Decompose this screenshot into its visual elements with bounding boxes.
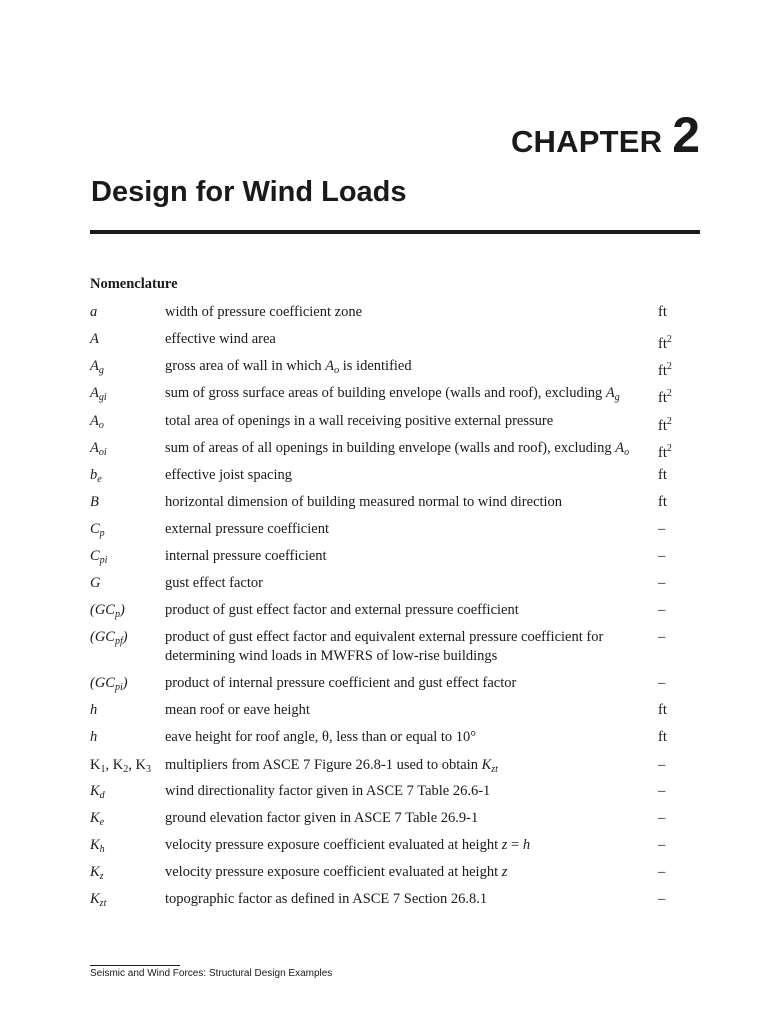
unit: – — [658, 810, 666, 826]
chapter-label: CHAPTER — [510, 124, 663, 159]
symbol: h — [90, 702, 98, 718]
symbol: $K_e$ — [90, 810, 105, 828]
description: topographic factor as defined in ASCE 7 Section 26.8.1 — [165, 891, 488, 907]
symbol: h — [90, 729, 98, 745]
description: sum of areas of all openings in building envelope (walls and roof), excluding $A_o$ — [165, 440, 630, 458]
symbol: B — [90, 494, 99, 510]
nomenclature-row — [90, 466, 700, 493]
unit: – — [658, 521, 666, 537]
nomenclature-row — [90, 384, 700, 412]
description: gross area of wall in which $A_o$ is identified — [165, 358, 412, 376]
description: gust effect factor — [165, 575, 263, 591]
description: product of internal pressure coefficient and gust effect factor — [165, 675, 517, 691]
section-heading: Nomenclature — [90, 276, 178, 292]
unit: $ft^2$ — [658, 443, 672, 461]
nomenclature-row — [90, 674, 700, 701]
unit: $ft^2$ — [658, 361, 672, 379]
nomenclature-row — [90, 836, 700, 863]
title-rule — [90, 230, 700, 234]
symbol: $K_d$ — [90, 783, 105, 801]
symbol: $K_1$, $K_2$, $K_3$ — [90, 757, 151, 775]
unit: $ft^2$ — [658, 334, 672, 352]
symbol: $A_o$ — [90, 413, 104, 431]
unit: – — [658, 548, 666, 564]
nomenclature-row — [90, 782, 700, 809]
nomenclature-row — [90, 701, 700, 728]
symbol — [90, 330, 165, 349]
unit: ft — [658, 494, 667, 510]
nomenclature-row — [90, 439, 700, 466]
symbol: $b_e$ — [90, 467, 102, 485]
nomenclature-row — [90, 357, 700, 384]
description: product of gust effect factor and equivalent external pressure coefficient for determining wind loads in MWFRS of low-rise buildings — [165, 629, 604, 664]
description: effective joist spacing — [165, 467, 292, 483]
chapter-heading — [511, 106, 700, 164]
unit: ft — [658, 729, 667, 745]
symbol: $A_{oi}$ — [90, 440, 107, 458]
symbol: $K_h$ — [90, 837, 105, 855]
description: mean roof or eave height — [165, 702, 310, 718]
symbol: $(GC_{pf})$ — [90, 629, 128, 647]
symbol: $K_z$ — [90, 864, 104, 882]
unit-superscript: 2 — [666, 334, 672, 345]
nomenclature-list — [90, 303, 700, 917]
footer-rule — [90, 965, 180, 966]
description: external pressure coefficient — [165, 521, 329, 537]
symbol — [90, 303, 165, 322]
symbol: $C_{pi}$ — [90, 548, 108, 566]
unit: – — [658, 602, 666, 618]
description: wind directionality factor given in ASCE 7 Table 26.6-1 — [165, 783, 491, 799]
nomenclature-row — [90, 756, 700, 782]
description: sum of gross surface areas of building envelope (walls and roof), excluding $A_g$ — [165, 385, 620, 403]
symbol: $A_g$ — [90, 358, 104, 376]
nomenclature-row — [90, 863, 700, 890]
symbol: $(GC_p)$ — [90, 602, 125, 620]
unit: – — [658, 864, 666, 880]
description: ground elevation factor given in ASCE 7 Table 26.9-1 — [165, 810, 479, 826]
unit: – — [658, 629, 666, 645]
description: total area of openings in a wall receiving positive external pressure — [165, 413, 554, 429]
unit: $ft^2$ — [658, 416, 672, 434]
symbol: $C_p$ — [90, 521, 105, 539]
description: eave height for roof angle, θ, less than or equal to 10° — [165, 729, 477, 745]
symbol-text: A — [90, 331, 99, 347]
nomenclature-row — [90, 547, 700, 574]
description: width of pressure coefficient zone — [165, 304, 363, 320]
nomenclature-row — [90, 809, 700, 836]
nomenclature-row — [90, 890, 700, 917]
description: velocity pressure exposure coefficient evaluated at height z — [165, 864, 508, 880]
symbol-subscript: g — [98, 365, 104, 376]
unit: – — [658, 783, 666, 799]
footer-text: Seismic and Wind Forces: Structural Design Examples — [90, 968, 333, 979]
symbol: G — [90, 575, 101, 591]
unit: – — [658, 837, 666, 853]
symbol: $K_{zt}$ — [90, 891, 107, 909]
description: velocity pressure exposure coefficient evaluated at height z = h — [165, 837, 531, 853]
symbol-text: a — [90, 304, 98, 320]
nomenclature-row — [90, 574, 700, 601]
unit: $ft^2$ — [658, 388, 672, 406]
unit: ft — [658, 702, 667, 718]
nomenclature-row — [90, 628, 700, 674]
symbol: $(GC_{pi})$ — [90, 675, 128, 693]
description: effective wind area — [165, 331, 276, 347]
chapter-number: 2 — [672, 107, 700, 163]
nomenclature-row — [90, 303, 700, 330]
symbol: $A_{gi}$ — [90, 385, 107, 403]
unit: – — [658, 757, 666, 773]
nomenclature-row — [90, 601, 700, 628]
nomenclature-row — [90, 412, 700, 439]
nomenclature-row — [90, 728, 700, 756]
unit: ft — [658, 304, 667, 320]
unit: – — [658, 675, 666, 691]
description: multipliers from ASCE 7 Figure 26.8-1 used to obtain $K_{zt}$ — [165, 757, 498, 775]
description: product of gust effect factor and external pressure coefficient — [165, 602, 519, 618]
unit: – — [658, 891, 666, 907]
unit: – — [658, 575, 666, 591]
nomenclature-row — [90, 520, 700, 547]
description: internal pressure coefficient — [165, 548, 327, 564]
nomenclature-row — [90, 493, 700, 520]
description: horizontal dimension of building measured normal to wind direction — [165, 494, 563, 510]
nomenclature-row — [90, 330, 700, 357]
chapter-title: Design for Wind Loads — [91, 176, 407, 208]
unit: ft — [658, 467, 667, 483]
